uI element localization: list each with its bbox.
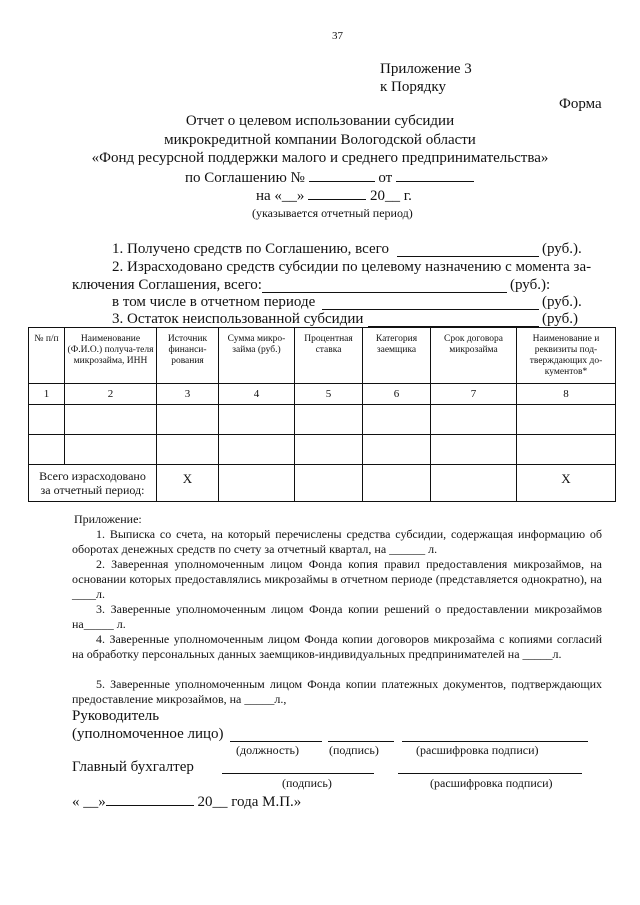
accountant-decoding-caption: (расшифровка подписи) (430, 776, 553, 790)
table-cell[interactable] (431, 435, 517, 465)
report-date-line (256, 186, 412, 205)
form-label: Форма (559, 96, 602, 112)
agreement-prefix: по Соглашению № (185, 170, 305, 186)
position-caption: (должность) (236, 743, 299, 757)
table-cell[interactable] (295, 405, 363, 435)
table-cell[interactable] (29, 435, 65, 465)
table-cell[interactable] (295, 465, 363, 502)
table-cell[interactable] (219, 405, 295, 435)
signature-date-prefix: « __» (72, 794, 106, 810)
item2-unit: (руб.): (510, 277, 551, 293)
attachments-title: Приложение: (74, 512, 142, 526)
table-cell[interactable] (517, 435, 616, 465)
header-cell: Наименование (Ф.И.О.) получа-теля микрозайма, ИНН (65, 328, 157, 384)
head-label-line2: (уполномоченное лицо) (72, 726, 224, 742)
header-cell: Сумма микро-займа (руб.) (219, 328, 295, 384)
attachment-3: 3. Заверенные уполномоченным лицом Фонда копии решений о предоставлении микрозаймов на_____ л. (72, 602, 602, 631)
column-number: 7 (431, 384, 517, 405)
column-number: 8 (517, 384, 616, 405)
decoding-caption: (расшифровка подписи) (416, 743, 539, 757)
signature-month-field[interactable] (106, 792, 194, 806)
appendix-line1: Приложение 3 (380, 61, 472, 77)
table-cell[interactable] (431, 465, 517, 502)
report-date-year: 20__ г. (369, 188, 412, 204)
table-cell[interactable] (157, 435, 219, 465)
agreement-date-field[interactable] (396, 168, 474, 182)
table-row (29, 405, 616, 435)
header-cell: Категория заемщика (363, 328, 431, 384)
item2-continuation: ключения Соглашения, всего: (72, 277, 262, 293)
total-x-documents: X (517, 465, 616, 502)
period-note: (указывается отчетный период) (252, 206, 413, 220)
attachment-5: 5. Заверенные уполномоченным лицом Фонда копии платежных документов, подтверждающих предоставление микрозаймов, на _____л., (72, 677, 602, 706)
column-number: 2 (65, 384, 157, 405)
report-date-prefix: на «__» (256, 188, 305, 204)
item3-unit: (руб.) (542, 311, 578, 327)
header-cell: Наименование и реквизиты под-тверждающих до-кументов* (517, 328, 616, 384)
table-number-row (29, 384, 616, 405)
table-cell[interactable] (363, 405, 431, 435)
agreement-line (185, 168, 474, 187)
table-cell[interactable] (219, 435, 295, 465)
total-x-source: X (157, 465, 219, 502)
head-decoding-field[interactable] (402, 741, 588, 742)
header-cell: № п/п (29, 328, 65, 384)
signature-date-line (72, 792, 301, 811)
signature-date-year: 20__ года (197, 794, 259, 810)
table-cell[interactable] (431, 405, 517, 435)
item2-sub-unit: (руб.). (542, 294, 582, 310)
appendix-line2: к Порядку (380, 79, 446, 95)
attachment-4: 4. Заверенные уполномоченным лицом Фонда копии договоров микрозайма с копиями согласий на обработку персональных данных заемщиков-индивидуальных предпринимателей на _____л. (72, 632, 602, 661)
item1-field[interactable] (397, 256, 539, 257)
accountant-signature-field[interactable] (222, 773, 374, 774)
stamp-label: М.П.» (262, 794, 302, 810)
table-cell[interactable] (65, 435, 157, 465)
item1-unit: (руб.). (542, 241, 582, 257)
head-position-field[interactable] (230, 741, 322, 742)
report-month-field[interactable] (308, 186, 366, 200)
column-number: 5 (295, 384, 363, 405)
header-cell: Срок договора микрозайма (431, 328, 517, 384)
title-line1: Отчет о целевом использовании субсидии (185, 113, 455, 129)
item3-text: 3. Остаток неиспользованной субсидии (112, 311, 364, 327)
item2-sub-text: в том числе в отчетном периоде (112, 294, 316, 310)
total-sum-cell[interactable] (219, 465, 295, 502)
total-label (29, 465, 157, 502)
header-cell: Процентная ставка (295, 328, 363, 384)
report-table (28, 327, 616, 502)
table-cell[interactable] (295, 435, 363, 465)
column-number: 1 (29, 384, 65, 405)
title-line2: микрокредитной компании Вологодской области (164, 132, 476, 148)
table-header-row (29, 328, 616, 384)
accountant-signature-caption: (подпись) (282, 776, 332, 790)
table-cell[interactable] (517, 405, 616, 435)
item2-text: 2. Израсходовано средств субсидии по целевому назначению с момента за- (112, 259, 592, 275)
total-label-line2: за отчетный период: (40, 483, 145, 497)
total-label-line1: Всего израсходовано (39, 469, 146, 483)
table-cell[interactable] (29, 405, 65, 435)
item2-sub-field[interactable] (322, 309, 539, 310)
head-label-line1: Руководитель (72, 708, 160, 724)
table-cell[interactable] (65, 405, 157, 435)
agreement-from: от (378, 170, 393, 186)
attachment-1: 1. Выписка со счета, на который перечислены средства субсидии, содержащая информацию об оборотах денежных средств по счету за отчетный квартал, на ______ л. (72, 527, 602, 556)
signature-caption: (подпись) (329, 743, 379, 757)
table-cell[interactable] (363, 465, 431, 502)
agreement-number-field[interactable] (309, 168, 375, 182)
table-row (29, 435, 616, 465)
column-number: 3 (157, 384, 219, 405)
attachment-2: 2. Заверенная уполномоченным лицом Фонда копия правил предоставления микрозаймов, на основании которых предоставлялись микрозаймы в отчетном периоде (представляется однократно), на ____л. (72, 557, 602, 601)
table-cell[interactable] (363, 435, 431, 465)
head-signature-field[interactable] (328, 741, 394, 742)
column-number: 6 (363, 384, 431, 405)
title-line3: «Фонд ресурсной поддержки малого и среднего предпринимательства» (91, 150, 549, 166)
table-total-row (29, 465, 616, 502)
page-number: 37 (332, 30, 343, 42)
item2-field[interactable] (262, 292, 507, 293)
header-cell: Источник финанси-рования (157, 328, 219, 384)
accountant-label: Главный бухгалтер (72, 759, 194, 775)
accountant-decoding-field[interactable] (398, 773, 582, 774)
item1-text: 1. Получено средств по Соглашению, всего (112, 241, 389, 257)
column-number: 4 (219, 384, 295, 405)
table-cell[interactable] (157, 405, 219, 435)
